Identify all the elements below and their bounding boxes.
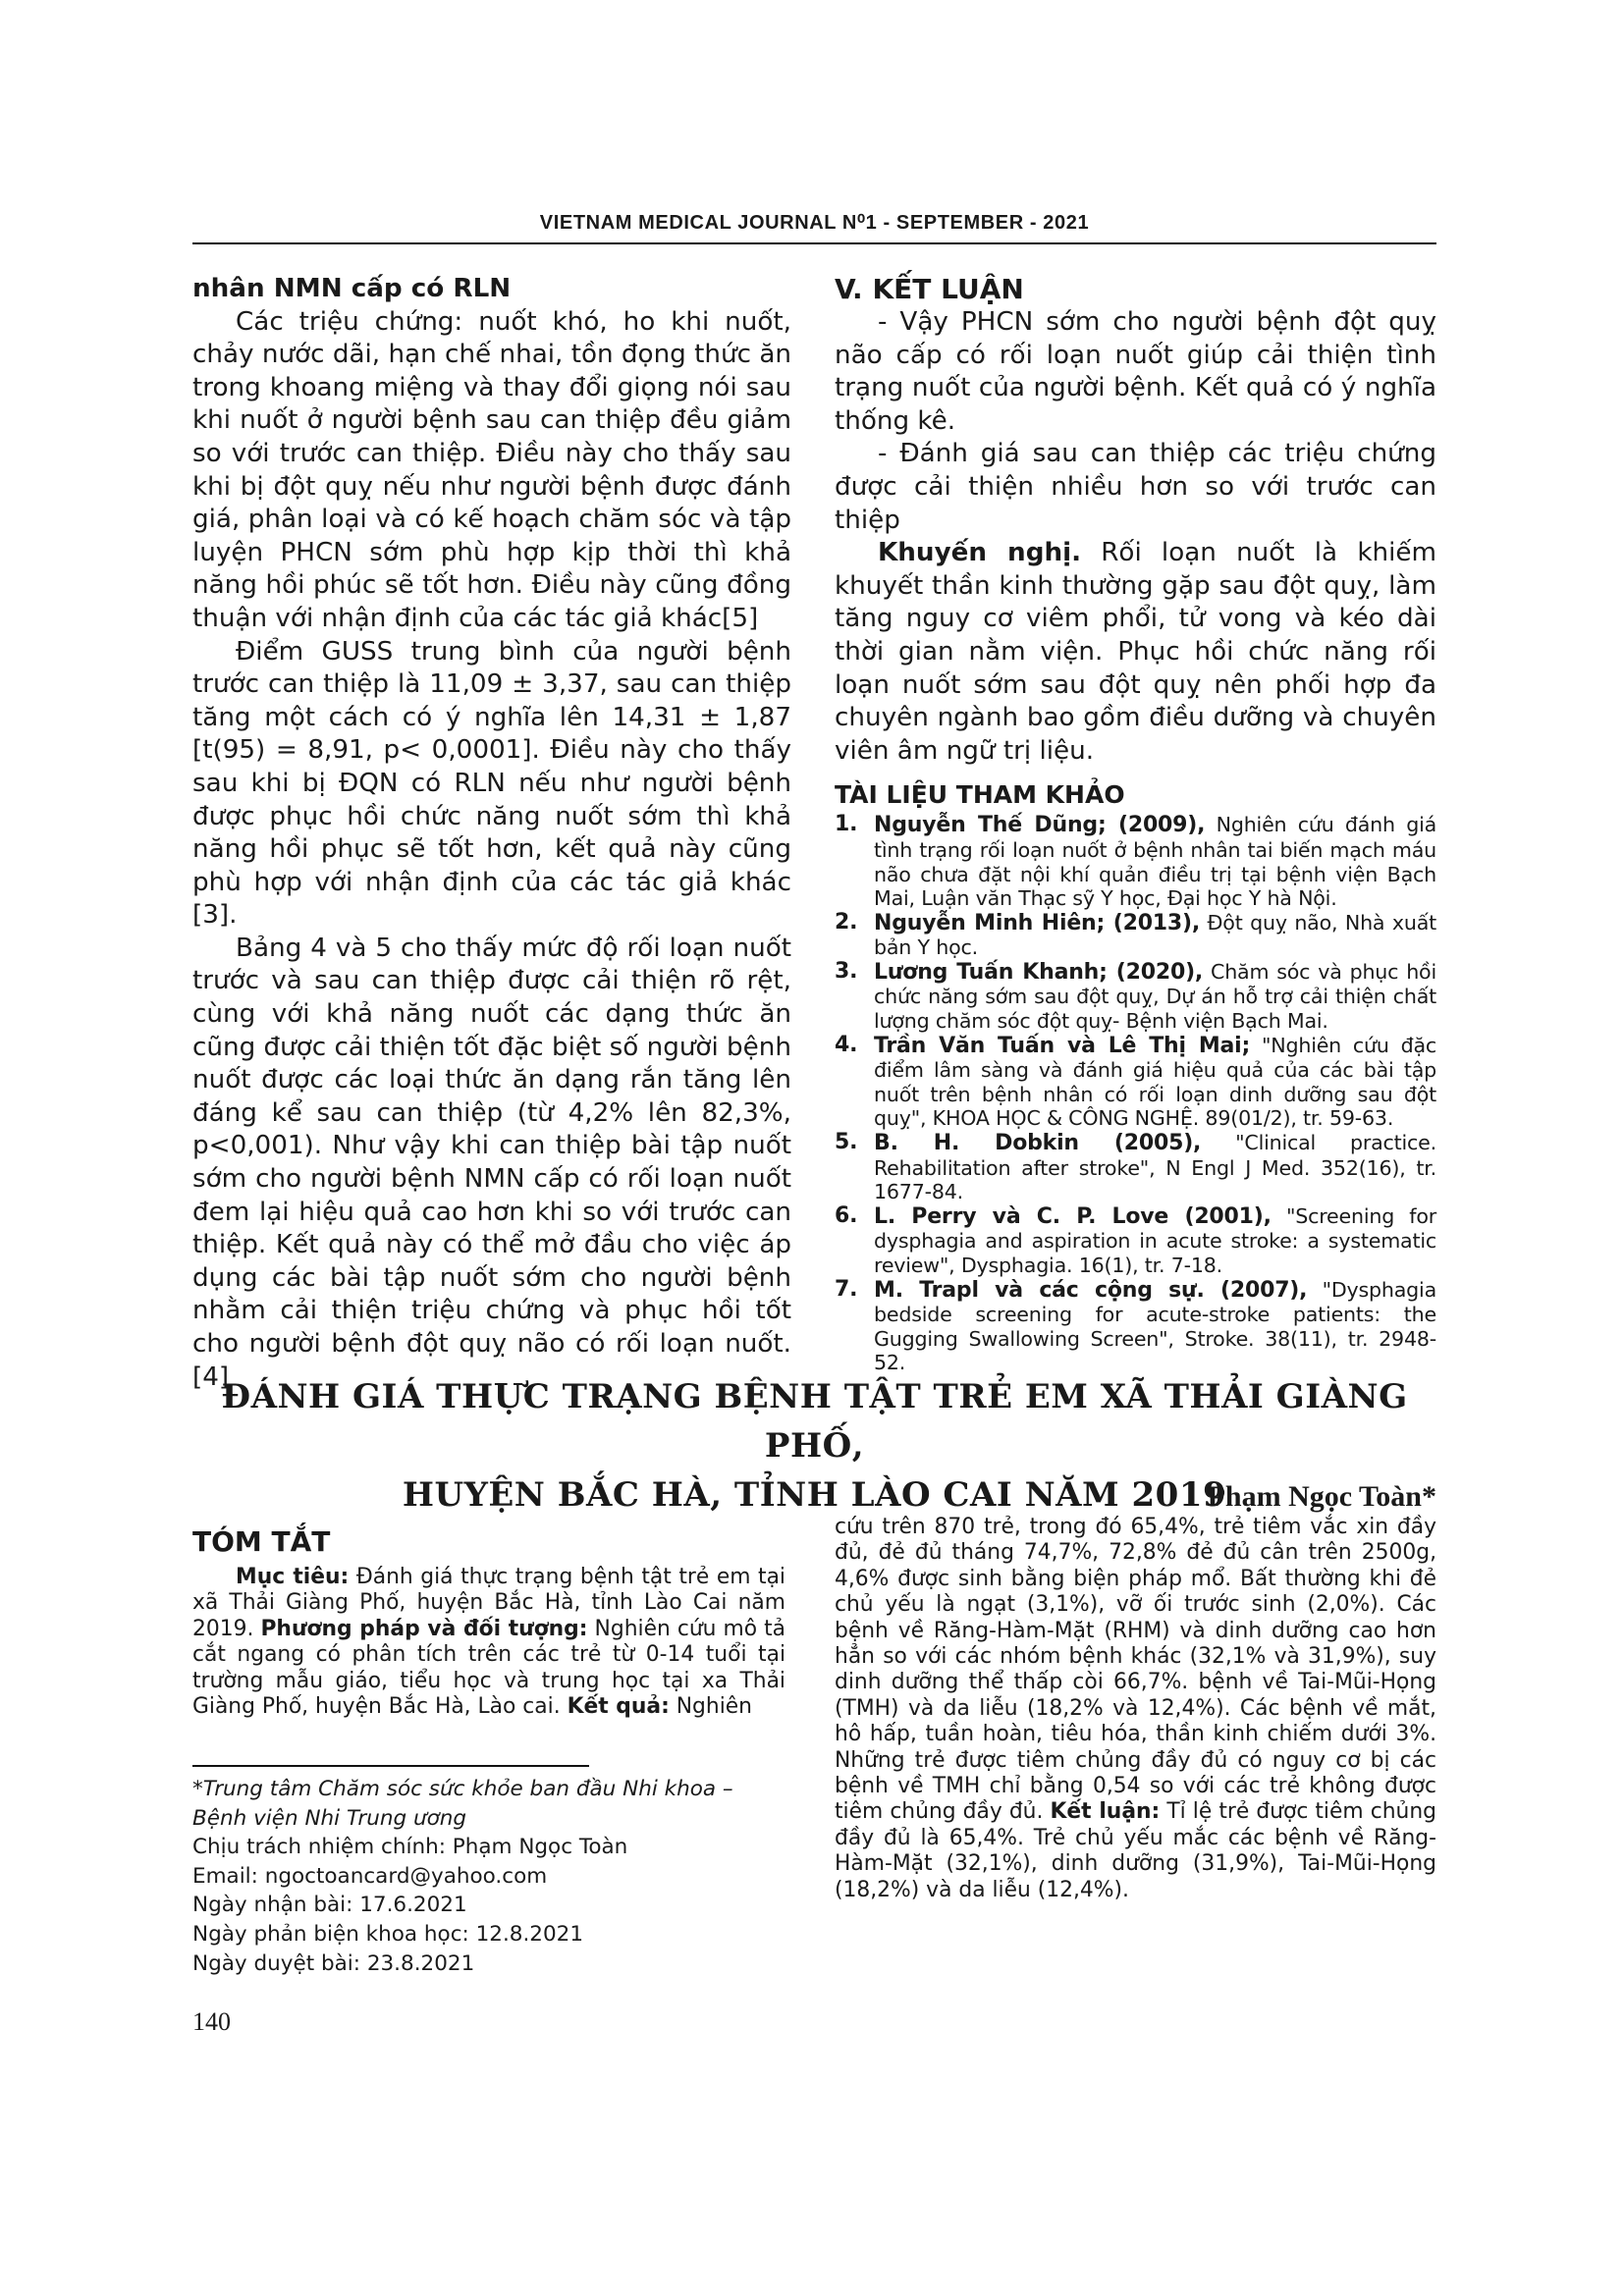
abstract-paragraph xyxy=(192,1565,785,1720)
date-accepted: Ngày duyệt bài: 23.8.2021 xyxy=(192,1950,475,1976)
reference-item xyxy=(835,1278,1436,1375)
conclusion-heading: V. KẾT LUẬN xyxy=(835,273,1024,305)
article-title-line-2: HUYỆN BẮC HÀ, TỈNH LÀO CAI NĂM 2019 xyxy=(402,1475,1227,1515)
affiliation-line-1: *Trung tâm Chăm sóc sức khỏe ban đầu Nhi khoa – xyxy=(192,1777,733,1801)
reference-authors: Lương Tuấn Khanh; (2020), xyxy=(874,959,1204,985)
reference-text: Chăm sóc và phục hồi chức năng sớm sau đột quỵ, Dự án hỗ trợ cải thiện chất lượng chăm sóc đột quỵ- Bệnh viện Bạch Mai. xyxy=(874,959,1436,1034)
right-column xyxy=(835,273,1436,1375)
footnotes xyxy=(192,1775,782,1978)
abstract-body-left xyxy=(192,1565,785,1720)
reference-text: Nghiên cứu đánh giá tình trạng rối loạn nuốt ở bệnh nhân tai biến mạch máu não chưa đặt nội khí quản điều trị tại bệnh viện Bạch Mai, Luận văn Thạc sỹ Y học, Đại học Y hà Nội. xyxy=(874,813,1437,911)
reference-item xyxy=(835,1034,1436,1131)
references-heading: TÀI LIỆU THAM KHẢO xyxy=(835,780,1125,810)
reference-authors: B. H. Dobkin (2005), xyxy=(874,1131,1202,1156)
paragraph-tables: Bảng 4 và 5 cho thấy mức độ rối loạn nuốt trước và sau can thiệp được cải thiện rõ rệt, cùng với khả năng nuốt các dạng thức ăn cũng được cải thiện tốt đặc biệt số người bệnh nuốt được các loại thức ăn dạng rắn tăng lên đáng kể sau can thiệp (từ 4,2% lên 82,3%, p<0,001). Như vậy khi can thiệp bài tập nuốt sớm cho người bệnh NMN cấp có rối loạn nuốt đem lại hiệu quả cao hơn khi so với trước can thiệp. Kết quả này có thể mở đầu cho việc áp dụng các bài tập nuốt sớm cho người bệnh nhằm cải thiện triệu chứng và phục hồi tốt cho người bệnh đột quỵ não có rối loạn nuốt.[4] xyxy=(192,933,791,1392)
reference-item xyxy=(835,1131,1436,1204)
running-head: VIETNAM MEDICAL JOURNAL N⁰1 - SEPTEMBER - 2021 xyxy=(539,212,1090,234)
result-label: Kết quả: xyxy=(567,1694,670,1720)
header-rule xyxy=(192,242,1436,244)
reference-authors: M. Trapl và các cộng sự. (2007), xyxy=(874,1277,1308,1303)
reference-authors: Nguyễn Thế Dũng; (2009), xyxy=(874,813,1206,838)
conclusion-text: Tỉ lệ trẻ được tiêm chủng đầy đủ là 65,4%. Trẻ chủ yếu mắc các bệnh về Răng-Hàm-Mặt (32,1%), dinh dưỡng (31,9%), Tai-Mũi-Họng (18,2%) và da liễu (12,4%). xyxy=(835,1799,1436,1902)
reference-number: 6. xyxy=(835,1202,858,1228)
reference-text: "Dysphagia bedside screening for acute-stroke patients: the Gugging Swallowing Screen", Stroke. 38(11), tr. 2948-52. xyxy=(874,1277,1436,1375)
paragraph-symptoms: Các triệu chứng: nuốt khó, ho khi nuốt, chảy nước dãi, hạn chế nhai, tồn đọng thức ăn trong khoang miệng và thay đổi giọng nói sau khi nuốt ở người bệnh sau can thiệp đều giảm so với trước can thiệp. Điều này cho thấy sau khi bị đột quỵ nếu như người bệnh được đánh giá, phân loại và có kế hoạch chăm sóc và tập luyện PHCN sớm phù hợp kịp thời thì khả năng hồi phúc sẽ tốt hơn. Điều này cũng đồng thuận với nhận định của các tác giả khác[5] xyxy=(192,306,791,633)
author-email: Email: ngoctoancard@yahoo.com xyxy=(192,1863,548,1889)
conclusion-body xyxy=(835,306,1436,768)
reference-number: 1. xyxy=(835,812,858,837)
reference-item xyxy=(835,911,1436,960)
paragraph-guss: Điểm GUSS trung bình của người bệnh trước can thiệp là 11,09 ± 3,37, sau can thiệp tăng một cách có ý nghĩa lên 14,31 ± 1,87 [t(95) = 8,91, p< 0,0001]. Điều này cho thấy sau khi bị ĐQN có RLN nếu như người bệnh được phục hồi chức năng nuốt sớm thì khả năng hồi phục sẽ tốt hơn, kết quả này cũng phù hợp với nhận định của các tác giả khác [3]. xyxy=(192,636,791,931)
reference-item xyxy=(835,1204,1436,1278)
reference-item xyxy=(835,960,1436,1034)
reference-number: 5. xyxy=(835,1130,858,1155)
reference-authors: Nguyễn Minh Hiên; (2013), xyxy=(874,910,1201,935)
reference-text: Đột quỵ não, Nhà xuất bản Y học. xyxy=(874,910,1436,960)
page-number: 140 xyxy=(192,2007,231,2036)
footnote-rule xyxy=(192,1765,589,1767)
recommendation-text: Rối loạn nuốt là khiếm khuyết thần kinh thường gặp sau đột quỵ, làm tăng nguy cơ viêm phổi, tử vong và kéo dài thời gian nằm viện. Phục hồi chức năng rối loạn nuốt sớm sau đột quỵ nên phối hợp đa chuyên ngành bao gồm điều dưỡng và chuyên viên âm ngữ trị liệu. xyxy=(835,538,1436,766)
references-list xyxy=(835,813,1436,1375)
conclusion-item-2: - Đánh giá sau can thiệp các triệu chứng được cải thiện nhiều hơn so với trước can thiệp xyxy=(835,439,1436,535)
reference-number: 3. xyxy=(835,958,858,984)
reference-authors: Trần Văn Tuấn và Lê Thị Mai; xyxy=(874,1033,1251,1058)
method-text: Nghiên cứu mô tả cắt ngang có phân tích trên các trẻ từ 0-14 tuổi tại trường mẫu giáo, tiểu học và trung học tại xa Thải Giàng Phố, huyện Bắc Hà, Lào cai. xyxy=(192,1616,785,1720)
reference-text: "Screening for dysphagia and aspiration in acute stroke: a systematic review", Dysphagia. 16(1), tr. 7-18. xyxy=(874,1203,1437,1277)
date-received: Ngày nhận bài: 17.6.2021 xyxy=(192,1893,467,1918)
affiliation-line-2: Bệnh viện Nhi Trung ương xyxy=(192,1805,467,1831)
reference-number: 4. xyxy=(835,1032,858,1057)
recommendation xyxy=(835,537,1436,768)
abstract-heading: TÓM TẮT xyxy=(192,1525,331,1558)
reference-item xyxy=(835,813,1436,910)
body-paragraphs xyxy=(192,306,791,1395)
abstract-right-column xyxy=(835,1515,1436,1903)
recommendation-label: Khuyến nghị. xyxy=(878,538,1082,568)
article-author: Phạm Ngọc Toàn* xyxy=(1207,1480,1436,1513)
left-column xyxy=(192,273,791,1394)
responsible-author: Chịu trách nhiệm chính: Phạm Ngọc Toàn xyxy=(192,1835,628,1860)
abstract-body-right xyxy=(835,1515,1436,1903)
reference-authors: L. Perry và C. P. Love (2001), xyxy=(874,1203,1272,1229)
reference-number: 2. xyxy=(835,909,858,934)
abstract-left-column xyxy=(192,1525,785,1720)
method-label: Phương pháp và đối tượng: xyxy=(260,1616,588,1641)
objective-text: Đánh giá thực trạng bệnh tật trẻ em tại xã Thải Giàng Phố, huyện Bắc Hà, tỉnh Lào Cai năm 2019. xyxy=(192,1565,785,1641)
section-subheading: nhân NMN cấp có RLN xyxy=(192,274,512,303)
reference-number: 7. xyxy=(835,1276,858,1302)
conclusion-label: Kết luận: xyxy=(1050,1799,1161,1825)
reference-text: "Clinical practice. Rehabilitation after stroke", N Engl J Med. 352(16), tr. 1677-84. xyxy=(874,1131,1436,1204)
conclusion-item-1: - Vậy PHCN sớm cho người bệnh đột quỵ não cấp có rối loạn nuốt giúp cải thiện tình trạng nuốt của người bệnh. Kết quả có ý nghĩa thống kê. xyxy=(835,307,1436,436)
article-title-line-1: ĐÁNH GIÁ THỰC TRẠNG BỆNH TẬT TRẺ EM XÃ THẢI GIÀNG PHỐ, xyxy=(221,1377,1408,1466)
date-reviewed: Ngày phản biện khoa học: 12.8.2021 xyxy=(192,1921,584,1947)
result-text-continued: cứu trên 870 trẻ, trong đó 65,4%, trẻ tiêm vắc xin đầy đủ, đẻ đủ tháng 74,7%, 72,8% đẻ đủ cân trên 2500g, 4,6% được sinh bằng biện pháp mổ. Bất thường khi đẻ chủ yếu là ngạt (3,1%), vỡ ối trước sinh (2,0%). Các bệnh về Răng-Hàm-Mặt (RHM) và dinh dưỡng cao hơn hẳn so với các nhóm bệnh khác (32,1% và 31,9%), suy dinh dưỡng thể thấp còi 66,7%. bệnh về Tai-Mũi-Họng (TMH) và da liễu (18,2% và 12,4%). Các bệnh về mắt, hô hấp, tuần hoàn, tiêu hóa, thần kinh chiếm dưới 3%. Những trẻ được tiêm chủng đầy đủ có nguy cơ bị các bệnh về TMH chỉ bằng 0,54 so với các trẻ không được tiêm chủng đầy đủ. xyxy=(835,1515,1436,1825)
result-text-start: Nghiên xyxy=(669,1694,752,1720)
reference-text: "Nghiên cứu đặc điểm lâm sàng và đánh giá hiệu quả của các bài tập nuốt trên bệnh nhân có rối loạn dinh dưỡng sau đột quỵ", KHOA HỌC & CÔNG NGHỆ. 89(01/2), tr. 59-63. xyxy=(874,1033,1437,1131)
objective-label: Mục tiêu: xyxy=(236,1565,350,1589)
